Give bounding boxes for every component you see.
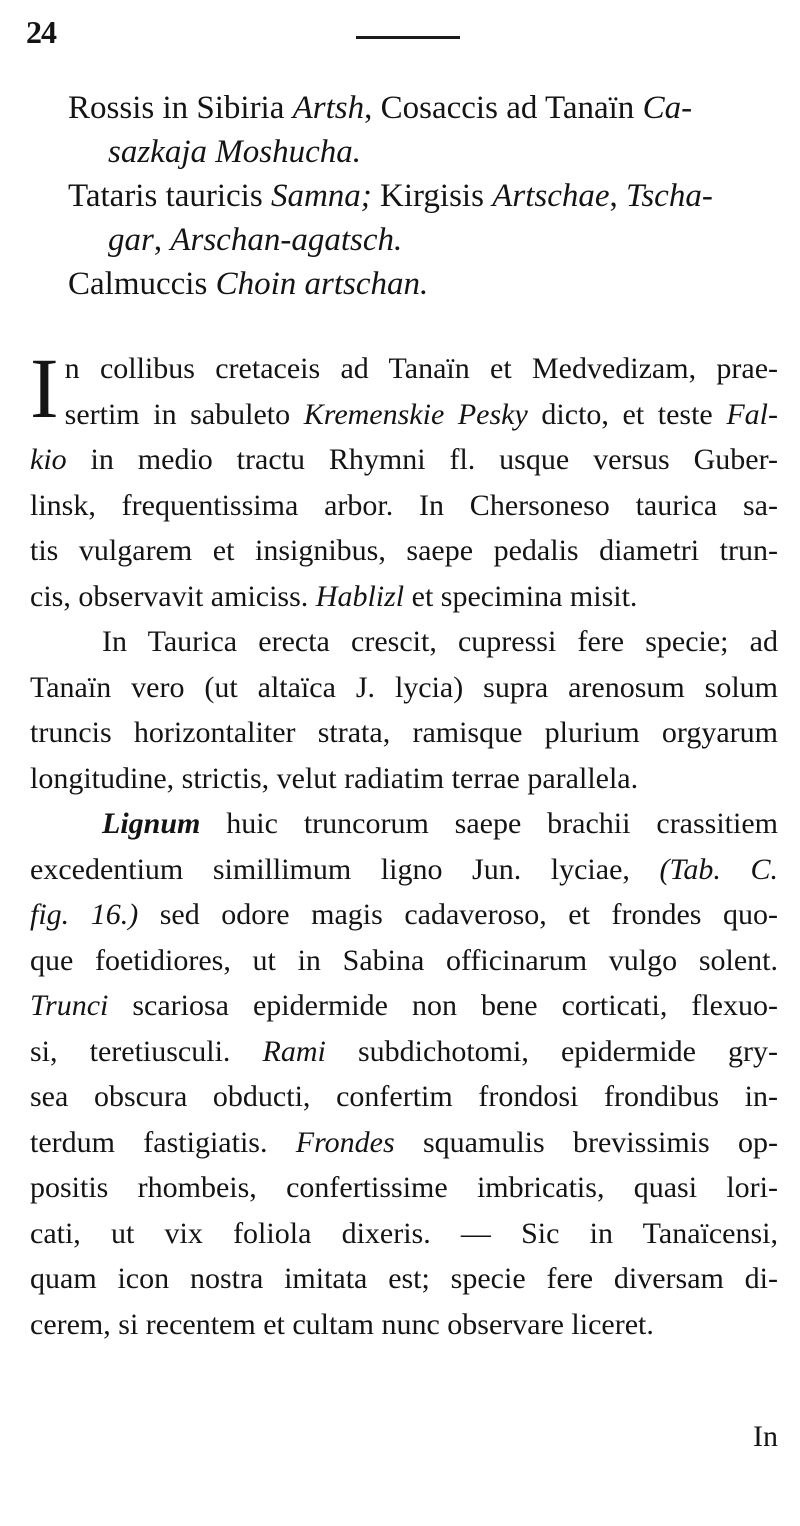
header-rule <box>356 36 460 39</box>
text-line <box>68 130 788 174</box>
text-line: que foetidiores, ut in Sabina officinarum vulgo solent. <box>30 943 778 977</box>
text-line: cis, observavit amiciss. Hablizl et specimina misit. <box>30 579 638 613</box>
italic-term: Frondes <box>295 1125 395 1159</box>
page-number: 24 <box>26 14 56 50</box>
text-line: Rossis in Sibiria Artsh, Cosaccis ad Tanaïn Ca- <box>68 90 693 126</box>
drop-cap: I <box>30 340 59 436</box>
paragraph <box>30 340 778 619</box>
paragraph <box>30 801 778 1347</box>
text-line: cerem, si recentem et cultam nunc observare liceret. <box>30 1307 654 1341</box>
paragraph <box>30 619 778 801</box>
vernacular-name-entry <box>68 174 788 262</box>
text-line: si, teretiusculi. Rami subdichotomi, epidermide gry- <box>30 1034 778 1068</box>
italic-term: Rami <box>262 1034 326 1068</box>
text-line: Lignum huic truncorum saepe brachii crassitiem <box>102 807 778 840</box>
italic-term: fig. 16.) <box>30 898 139 931</box>
vernacular-names-list <box>68 86 788 306</box>
italic-term: Artschae <box>492 178 610 214</box>
italic-term: gar <box>108 222 154 258</box>
bold-italic-term: Lignum <box>102 807 201 840</box>
text-line: In Taurica erecta crescit, cupressi fere specie; ad <box>102 625 778 658</box>
text-line: gar, Arschan-agatsch. <box>108 222 403 258</box>
catchword: In <box>753 1420 778 1453</box>
text-line: kio in medio tractu Rhymni fl. usque versus Guber- <box>30 443 778 476</box>
vernacular-name-entry <box>68 262 788 306</box>
italic-term: sazkaja Moshucha. <box>108 134 361 170</box>
italic-term: Samna; <box>270 178 372 214</box>
italic-term: Hablizl <box>315 579 405 613</box>
text-line: cati, ut vix foliola dixeris. — Sic in Tanaïcensi, <box>30 1216 778 1250</box>
description-text <box>30 340 778 1347</box>
italic-term: Choin artschan. <box>215 266 429 302</box>
text-line: truncis horizontaliter strata, ramisque plurium orgyarum <box>30 716 778 749</box>
vernacular-name-entry <box>68 86 788 174</box>
text-line: longitudine, strictis, velut radiatim terrae parallela. <box>30 761 639 795</box>
italic-term: (Tab. C. <box>659 852 778 886</box>
text-line: Tanaïn vero (ut altaïca J. lycia) supra arenosum solum <box>30 670 778 704</box>
text-line: linsk, frequentissima arbor. In Chersoneso taurica sa- <box>30 488 778 522</box>
text-line: fig. 16.) sed odore magis cadaveroso, et frondes quo- <box>30 898 778 931</box>
italic-term: kio <box>30 443 67 476</box>
italic-term: Kremenskie Pesky <box>303 397 528 431</box>
text-line: Calmuccis Choin artschan. <box>68 266 429 302</box>
text-line: n collibus cretaceis ad Tanaïn et Medvedizam, prae- <box>64 352 778 385</box>
italic-term: Ca- <box>642 90 693 126</box>
text-line: excedentium simillimum ligno Jun. lyciae, (Tab. C. <box>30 852 778 886</box>
italic-term: Arschan-agatsch. <box>170 222 403 258</box>
text-line: Trunci scariosa epidermide non bene corticati, flexuo- <box>30 989 778 1022</box>
italic-term: Tscha- <box>626 178 713 214</box>
text-line: Tataris tauricis Samna; Kirgisis Artschae, Tscha- <box>68 178 713 214</box>
italic-term: Artsh <box>292 90 365 126</box>
text-line: positis rhombeis, confertissime imbricatis, quasi lori- <box>30 1171 778 1204</box>
text-line: quam icon nostra imitata est; specie fere diversam di- <box>30 1262 778 1295</box>
text-line: terdum fastigiatis. Frondes squamulis brevissimis op- <box>30 1125 778 1159</box>
italic-term: Trunci <box>30 989 109 1022</box>
text-line: sea obscura obducti, confertim frondosi frondibus in- <box>30 1080 778 1113</box>
italic-term: Fal- <box>726 397 778 431</box>
text-line: sertim in sabuleto Kremenskie Pesky dicto, et teste Fal- <box>64 397 778 431</box>
text-line: tis vulgarem et insignibus, saepe pedalis diametri trun- <box>30 534 778 567</box>
